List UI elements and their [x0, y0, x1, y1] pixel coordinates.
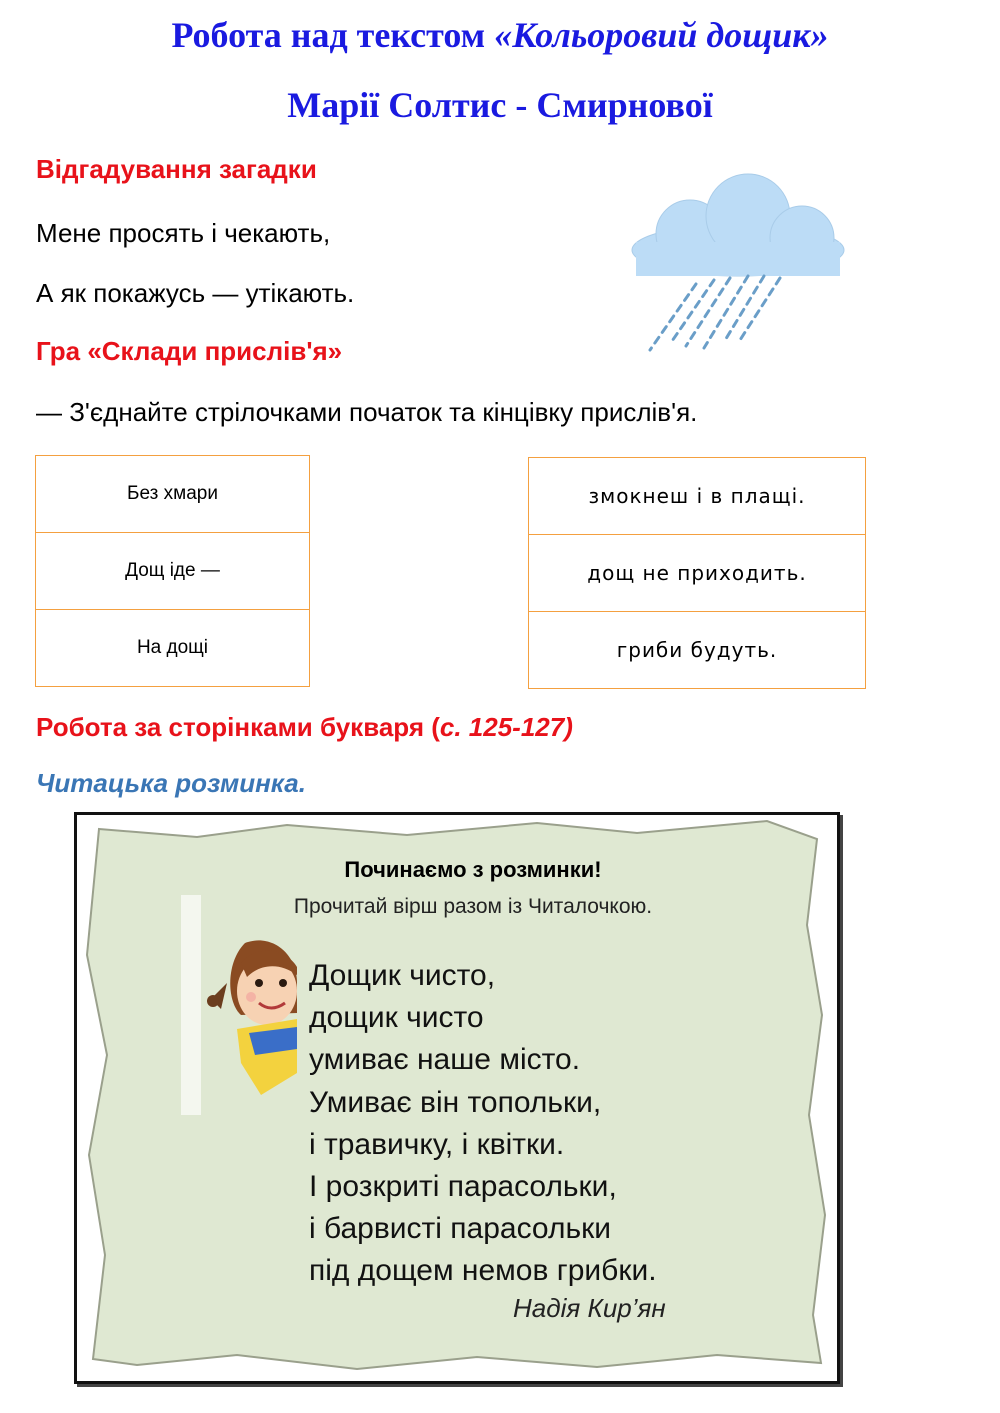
warmup-card	[74, 812, 840, 1384]
poem	[309, 955, 657, 1293]
poem-line: І розкриті парасольки,	[309, 1170, 617, 1204]
riddle-line-1: Мене просять і чекають,	[36, 218, 331, 248]
poem-line: Дощик чисто,	[309, 959, 496, 992]
game-instruction: — З'єднайте стрілочками початок та кінцівку прислів'я.	[36, 397, 698, 427]
title-prefix: Робота над текстом	[171, 15, 495, 55]
proverb-beginning[interactable]: На дощі	[36, 610, 310, 687]
primer-heading	[36, 712, 573, 743]
page-title-author: Марії Солтис - Смирнової	[287, 85, 713, 125]
proverb-beginning[interactable]: Без хмари	[36, 456, 310, 533]
proverb-ending[interactable]: гриби будуть.	[529, 612, 866, 689]
poem-line: умиває наше місто.	[309, 1043, 581, 1077]
poem-author: Надія Кир’ян	[513, 1293, 666, 1323]
rain-cloud-icon	[630, 172, 846, 356]
warmup-subheading: Прочитай вірш разом із Читалочкою.	[293, 895, 653, 918]
proverb-beginnings-table	[35, 455, 310, 687]
riddle-heading: Відгадування загадки	[36, 154, 317, 184]
primer-pages: с. 125-127)	[439, 712, 573, 742]
poem-line: і травичку, і квітки.	[309, 1127, 565, 1161]
riddle-line-2: А як покажусь — утікають.	[36, 278, 355, 308]
poem-line: Умиває він топольки,	[309, 1085, 602, 1119]
warmup-label: Читацька розминка.	[36, 768, 306, 798]
primer-heading-prefix: Робота за сторінками букваря (	[36, 712, 440, 742]
proverb-ending[interactable]: змокнеш і в плащі.	[529, 458, 866, 535]
proverb-endings-table	[528, 457, 866, 689]
page-title	[0, 14, 1000, 56]
game-heading: Гра «Склади прислів'я»	[36, 336, 343, 366]
proverb-beginning[interactable]: Дощ іде —	[36, 533, 310, 610]
poem-line: і барвисті парасольки	[309, 1212, 611, 1246]
warmup-heading: Починаємо з розминки!	[344, 857, 602, 882]
chytalochka-girl-illustration	[201, 923, 301, 1103]
proverb-ending[interactable]: дощ не приходить.	[529, 535, 866, 612]
title-quote: «Кольоровий дощик»	[494, 15, 829, 55]
poem-line: під дощем немов грибки.	[309, 1254, 657, 1288]
poem-line: дощик чисто	[309, 1001, 484, 1035]
